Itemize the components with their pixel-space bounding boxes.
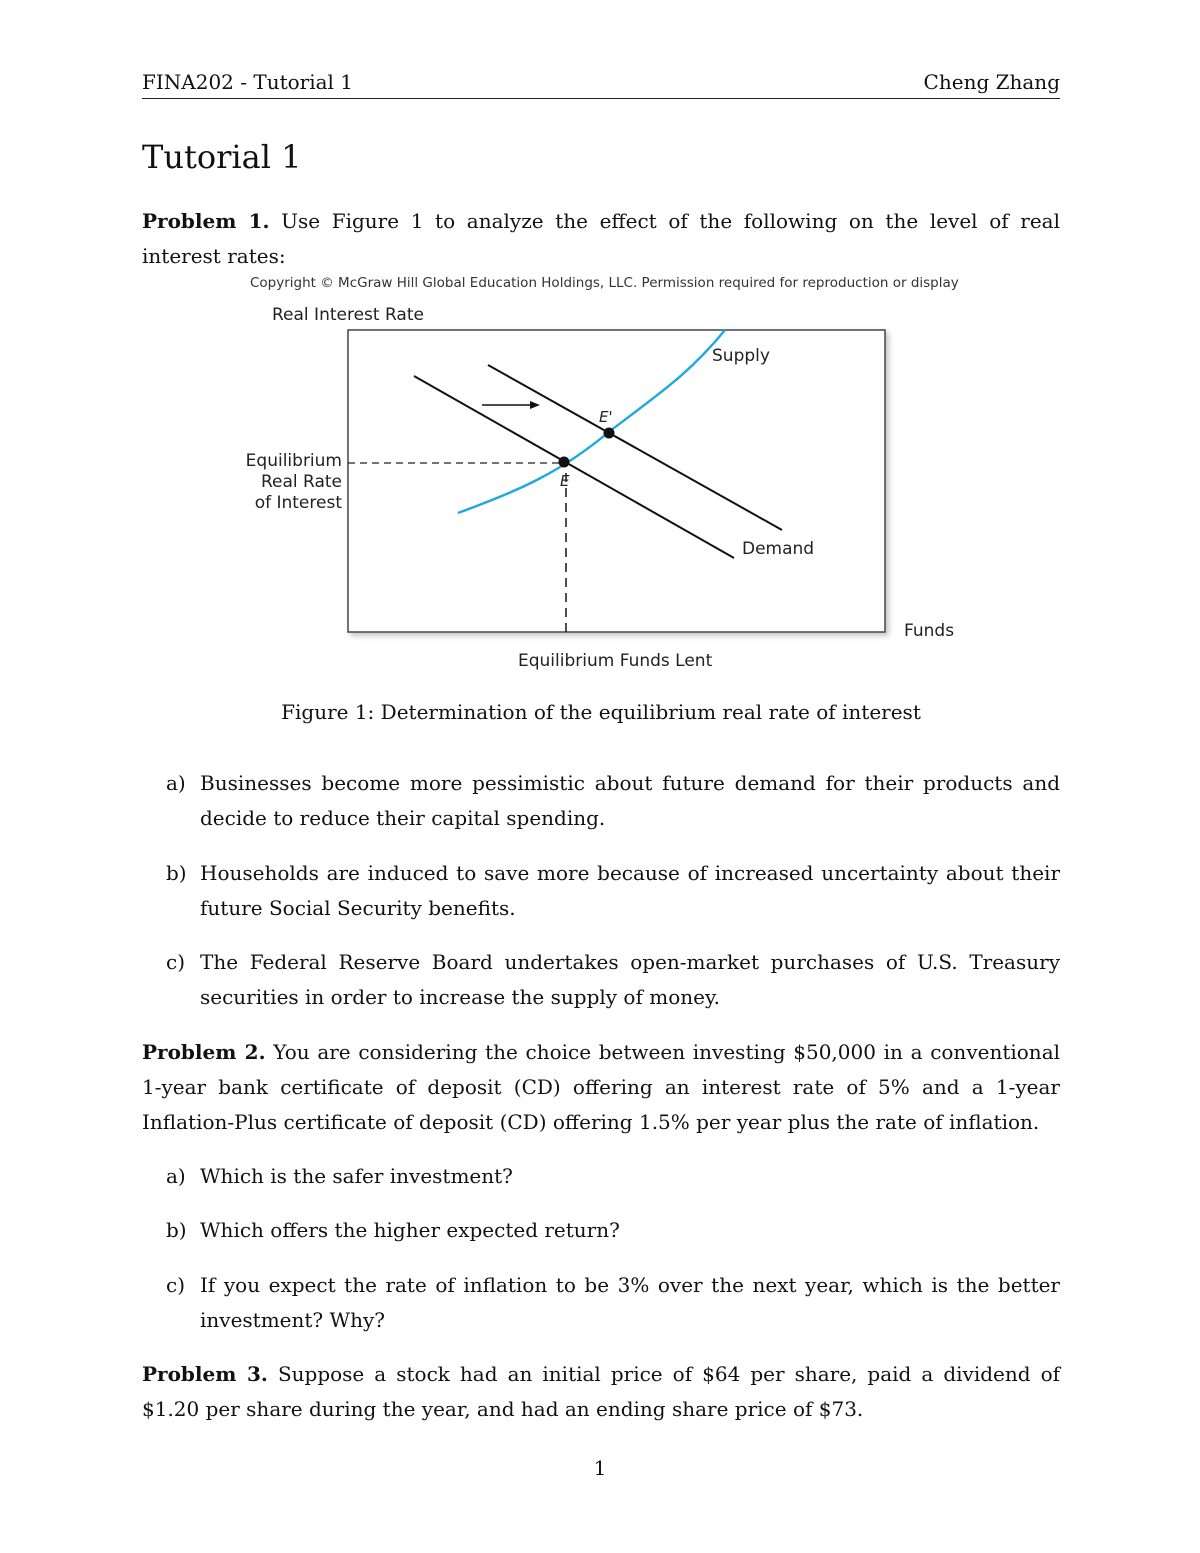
problem-2-label: Problem 2. <box>142 1040 266 1064</box>
item-text: If you expect the rate of inflation to be 3% over the next year, which is the better investment? Why? <box>200 1273 1060 1332</box>
problem-2-text: You are considering the choice between investing $50,000 in a conventional 1-year bank certificate of deposit (CD) offering an interest rate of 5% and a 1-year Inflation-Plus certificate of deposit (CD) offering 1.5% per year plus the rate of inflation. <box>142 1040 1061 1134</box>
equilibrium-point-e <box>559 457 570 468</box>
item-label: a) <box>166 771 186 795</box>
figure-copyright: Copyright © McGraw Hill Global Education Holdings, LLC. Permission required for reproduction or display <box>250 275 959 291</box>
item-text: Which is the safer investment? <box>200 1164 513 1188</box>
equilibrium-point-e-prime <box>604 428 615 439</box>
header-author: Cheng Zhang <box>923 70 1060 94</box>
running-header <box>142 68 1060 99</box>
supply-label: Supply <box>712 346 770 366</box>
item-label: c) <box>166 950 186 974</box>
problem-1-text: Use Figure 1 to analyze the effect of the following on the level of real interest rates: <box>142 209 1060 268</box>
page-number: 1 <box>593 1456 607 1480</box>
item-label: b) <box>166 1218 187 1242</box>
item-text: Businesses become more pessimistic about future demand for their products and decide to reduce their capital spending. <box>200 771 1060 830</box>
problem-3-text: Suppose a stock had an initial price of $64 per share, paid a dividend of $1.20 per share during the year, and had an ending share price of $73. <box>142 1362 1061 1421</box>
figure-caption: Figure 1: Determination of the equilibrium real rate of interest <box>281 700 921 724</box>
plot-area <box>348 330 885 632</box>
item-text: The Federal Reserve Board undertakes open-market purchases of U.S. Treasury securities in order to increase the supply of money. <box>200 950 1060 1009</box>
page-title: Tutorial 1 <box>142 138 302 176</box>
problem-1-label: Problem 1. <box>142 209 270 233</box>
eq-rate-label-3: of Interest <box>254 493 342 513</box>
problem-1 <box>142 204 1060 274</box>
figure-1 <box>230 268 970 680</box>
item-label: a) <box>166 1164 186 1188</box>
problem-2 <box>142 1035 1060 1140</box>
header-course: FINA202 - Tutorial 1 <box>142 70 354 94</box>
eq-rate-label-2: Real Rate <box>260 472 342 492</box>
item-text: Households are induced to save more because of increased uncertainty about their future Social Security benefits. <box>200 861 1060 920</box>
eq-rate-label-1: Equilibrium <box>245 451 342 471</box>
item-text: Which offers the higher expected return? <box>200 1218 620 1242</box>
label-e: E <box>560 472 570 490</box>
problem-3-label: Problem 3. <box>142 1362 268 1386</box>
item-label: c) <box>166 1273 186 1297</box>
x-axis-label: Funds <box>904 621 955 641</box>
figure-1-chart <box>230 268 970 680</box>
label-e-prime: E' <box>599 408 613 426</box>
demand-label: Demand <box>742 539 815 559</box>
eq-funds-label: Equilibrium Funds Lent <box>518 651 713 671</box>
item-label: b) <box>166 861 187 885</box>
y-axis-label: Real Interest Rate <box>272 305 424 325</box>
problem-3 <box>142 1357 1060 1427</box>
